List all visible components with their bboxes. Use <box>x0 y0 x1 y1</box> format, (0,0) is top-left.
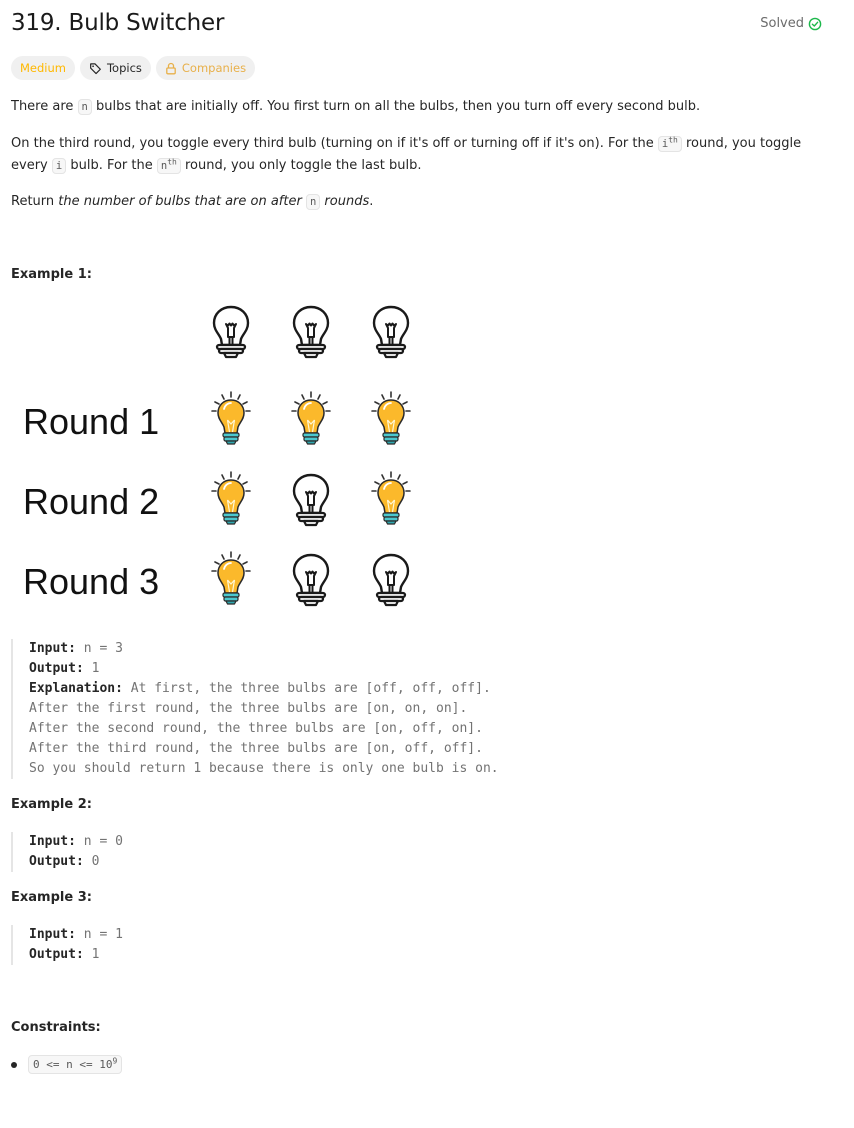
explanation-line <box>29 679 499 699</box>
description-paragraph-3 <box>11 191 831 213</box>
superscript: th <box>668 135 678 145</box>
example-2-block <box>11 832 123 872</box>
text: Return <box>11 194 59 209</box>
bulb-on-icon <box>289 391 333 449</box>
constraints-heading: Constraints: <box>11 1020 101 1035</box>
input-label: Input: <box>29 834 76 849</box>
explanation-line: So you should return 1 because there is only one bulb is on. <box>29 761 499 776</box>
solved-status <box>760 16 822 31</box>
bulb-on-icon <box>369 391 413 449</box>
example-3-heading: Example 3: <box>11 890 92 905</box>
explanation-line: After the second round, the three bulbs are [on, off, on]. <box>29 721 483 736</box>
bulb-on-icon <box>369 471 413 529</box>
bulb-on-icon <box>209 551 253 609</box>
tag-row <box>11 56 255 80</box>
output-value: 0 <box>83 854 100 869</box>
text: bulbs that are initially off. You first turn on all the bulbs, then you turn off every second bulb. <box>91 99 701 114</box>
input-value: n = 1 <box>75 927 123 942</box>
example-3-block <box>11 925 123 965</box>
bulb-off-icon <box>209 303 253 361</box>
explanation-line: After the first round, the three bulbs are [on, on, on]. <box>29 701 468 716</box>
inline-code-nth <box>157 158 181 174</box>
text: round, you only toggle the last bulb. <box>180 158 422 173</box>
constraint-text: 0 <= n <= 10 <box>33 1058 113 1071</box>
round-label: Round 1 <box>23 401 160 442</box>
text: There are <box>11 99 78 114</box>
code-text: n <box>160 160 168 172</box>
text: bulb. For the <box>66 158 157 173</box>
inline-code: n <box>78 99 92 115</box>
companies-tag[interactable] <box>156 56 255 80</box>
round-label: Round 2 <box>23 481 160 522</box>
difficulty-label: Medium <box>20 61 66 75</box>
round-label: Round 3 <box>23 561 160 602</box>
inline-code: n <box>306 194 320 210</box>
explanation-line: After the third round, the three bulbs are [on, off, off]. <box>29 741 483 756</box>
solved-label: Solved <box>760 16 804 31</box>
output-line <box>29 852 123 872</box>
code-text: i <box>661 138 669 150</box>
output-label: Output: <box>29 854 84 869</box>
output-label: Output: <box>29 947 84 962</box>
bulb-off-icon <box>369 303 413 361</box>
check-circle-icon <box>808 17 822 31</box>
output-value: 1 <box>83 661 100 676</box>
lock-icon <box>165 62 177 75</box>
bulb-off-icon <box>369 551 413 609</box>
problem-title: 319. Bulb Switcher <box>11 10 225 36</box>
example-1-block <box>11 639 499 779</box>
input-value: n = 0 <box>75 834 123 849</box>
output-value: 1 <box>83 947 100 962</box>
companies-label: Companies <box>181 61 247 75</box>
bulb-on-icon <box>209 471 253 529</box>
output-line <box>29 659 499 679</box>
constraint-exponent: 9 <box>112 1056 118 1066</box>
bullet <box>11 1062 17 1068</box>
constraint-item <box>28 1055 122 1074</box>
difficulty-tag[interactable] <box>11 56 75 80</box>
bulb-on-icon <box>209 391 253 449</box>
topics-label: Topics <box>106 61 142 75</box>
description-paragraph-1 <box>11 96 831 118</box>
output-label: Output: <box>29 661 84 676</box>
emphasis: rounds <box>320 194 370 209</box>
constraints-list <box>11 1055 122 1074</box>
tag-icon <box>89 62 102 75</box>
output-line <box>29 945 123 965</box>
example-2-heading: Example 2: <box>11 797 92 812</box>
input-value: n = 3 <box>75 641 123 656</box>
example-1-heading: Example 1: <box>11 267 92 282</box>
text: round, you toggle every <box>11 136 802 173</box>
text: . <box>369 194 374 209</box>
superscript: th <box>167 157 177 167</box>
text: On the third round, you toggle every third bulb (turning on if it's off or turning off if it's on). For the <box>11 136 658 151</box>
bulb-figure <box>0 295 440 625</box>
input-line <box>29 832 123 852</box>
explanation-label: Explanation: <box>29 681 123 696</box>
bulb-off-icon <box>289 551 333 609</box>
bulb-off-icon <box>289 471 333 529</box>
explanation-text: At first, the three bulbs are [off, off, off]. <box>122 681 491 696</box>
input-label: Input: <box>29 927 76 942</box>
description-paragraph-2 <box>11 133 831 177</box>
topics-tag[interactable] <box>80 56 151 80</box>
input-label: Input: <box>29 641 76 656</box>
inline-code: i <box>52 158 66 174</box>
emphasis: the number of bulbs that are on after <box>58 194 306 209</box>
input-line <box>29 639 499 659</box>
bulb-off-icon <box>289 303 333 361</box>
input-line <box>29 925 123 945</box>
inline-code-ith <box>658 136 682 152</box>
